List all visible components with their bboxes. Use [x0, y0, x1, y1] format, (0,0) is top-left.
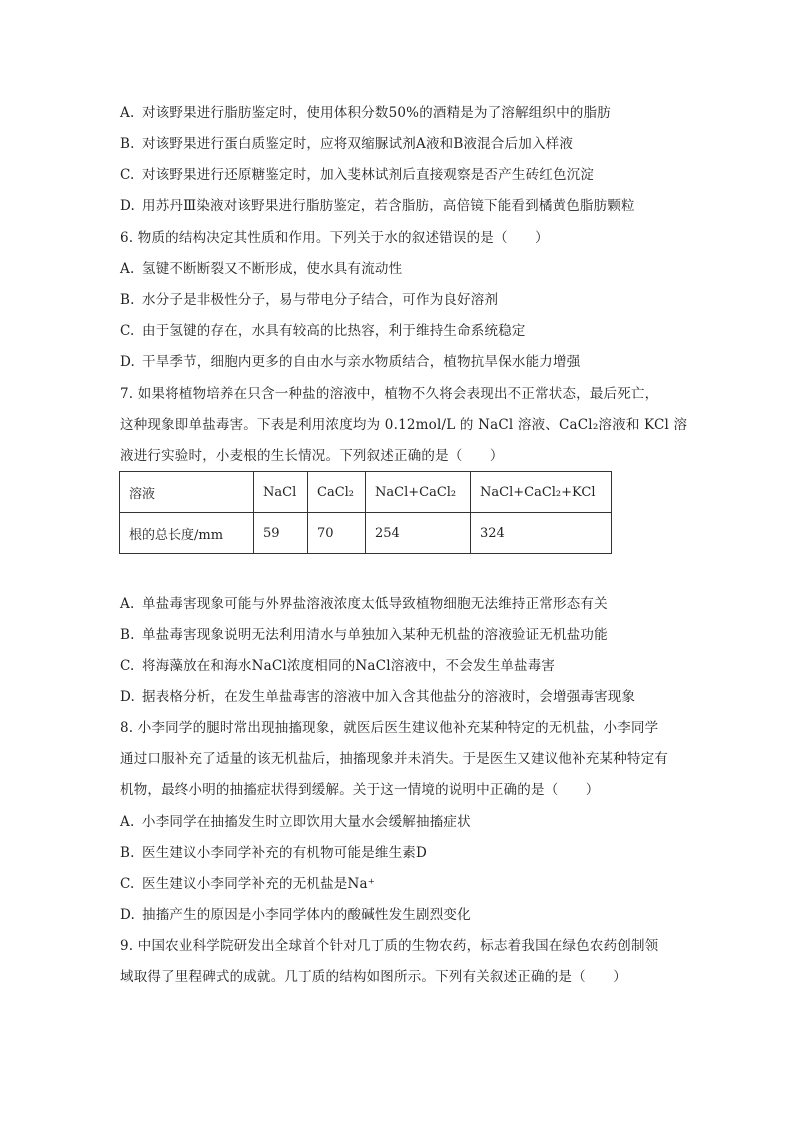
q7-stem-line-3: 液进行实验时，小麦根的生长情况。下列叙述正确的是（ ） [120, 448, 504, 464]
q7-option-b: B. 单盐毒害现象说明无法利用清水与单独加入某种无机盐的溶液验证无机盐功能 [120, 627, 608, 643]
q6-option-c: C. 由于氢键的存在，水具有较高的比热容，利于维持生命系统稳定 [120, 323, 526, 339]
table-header-cell: NaCl [254, 472, 308, 513]
table-header-cell: 溶液 [120, 472, 254, 513]
table-cell: 70 [308, 513, 366, 554]
q8-stem-line-1: 8. 小李同学的腿时常出现抽搐现象，就医后医生建议他补充某种特定的无机盐，小李同学 [120, 720, 659, 736]
q8-stem-line-3: 机物，最终小明的抽搐症状得到缓解。关于这一情境的说明中正确的是（ ） [120, 782, 600, 798]
table-header-cell: NaCl+CaCl₂ [366, 472, 471, 513]
q8-option-b: B. 医生建议小李同学补充的有机物可能是维生素D [120, 845, 428, 861]
q6-stem: 6. 物质的结构决定其性质和作用。下列关于水的叙述错误的是（ ） [120, 230, 549, 246]
q7-data-table [119, 471, 612, 554]
q5-option-a: A. 对该野果进行脂肪鉴定时，使用体积分数50%的酒精是为了溶解组织中的脂肪 [120, 105, 612, 121]
q7-option-d: D. 据表格分析，在发生单盐毒害的溶液中加入含其他盐分的溶液时，会增强毒害现象 [120, 689, 636, 705]
q6-option-a: A. 氢键不断断裂又不断形成，使水具有流动性 [120, 261, 403, 277]
table-cell: 59 [254, 513, 308, 554]
q7-stem-line-2: 这种现象即单盐毒害。下表是利用浓度均为 0.12mol/L 的 NaCl 溶液、CaCl₂溶液和 KCl 溶 [120, 417, 688, 433]
q6-option-d: D. 干旱季节，细胞内更多的自由水与亲水物质结合，植物抗旱保水能力增强 [120, 354, 581, 370]
table-header-cell: CaCl₂ [308, 472, 366, 513]
table-header-cell: NaCl+CaCl₂+KCl [471, 472, 612, 513]
table-cell: 254 [366, 513, 471, 554]
q7-stem-line-1: 7. 如果将植物培养在只含一种盐的溶液中，植物不久将会表现出不正常状态，最后死亡， [120, 386, 659, 402]
q8-option-a: A. 小李同学在抽搐发生时立即饮用大量水会缓解抽搐症状 [120, 814, 471, 830]
q8-option-d: D. 抽搐产生的原因是小李同学体内的酸碱性发生剧烈变化 [120, 907, 471, 923]
q5-option-c: C. 对该野果进行还原糖鉴定时，加入斐林试剂后直接观察是否产生砖红色沉淀 [120, 167, 595, 183]
q5-option-d: D. 用苏丹Ⅲ染液对该野果进行脂肪鉴定，若含脂肪，高倍镜下能看到橘黄色脂肪颗粒 [120, 198, 635, 214]
q5-option-b: B. 对该野果进行蛋白质鉴定时，应将双缩脲试剂A液和B液混合后加入样液 [120, 136, 574, 152]
q7-option-a: A. 单盐毒害现象可能与外界盐溶液浓度太低导致植物细胞无法维持正常形态有关 [120, 596, 608, 612]
table-cell: 根的总长度/mm [120, 513, 254, 554]
table-cell: 324 [471, 513, 612, 554]
q8-stem-line-2: 通过口服补充了适量的该无机盐后，抽搐现象并未消失。于是医生又建议他补充某种特定有 [120, 751, 668, 767]
q8-option-c: C. 医生建议小李同学补充的无机盐是Na⁺ [120, 876, 376, 892]
q6-option-b: B. 水分子是非极性分子，易与带电分子结合，可作为良好溶剂 [120, 292, 499, 308]
table-row [120, 513, 612, 554]
q9-stem-line-2: 域取得了里程碑式的成就。几丁质的结构如图所示。下列有关叙述正确的是（ ） [120, 969, 627, 985]
table-row [120, 472, 612, 513]
q9-stem-line-1: 9. 中国农业科学院研发出全球首个针对几丁质的生物农药，标志着我国在绿色农药创制领 [120, 938, 659, 954]
q7-option-c: C. 将海藻放在和海水NaCl浓度相同的NaCl溶液中，不会发生单盐毒害 [120, 658, 556, 674]
